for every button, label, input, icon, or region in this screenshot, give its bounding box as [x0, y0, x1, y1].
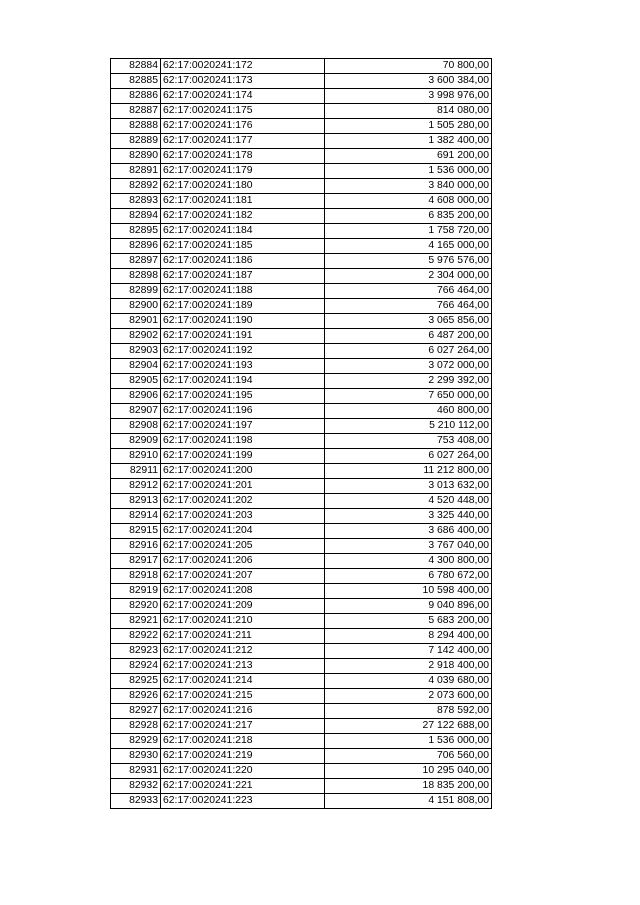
row-number-cell: 82906 [111, 389, 161, 404]
table-row [111, 719, 492, 734]
cadastral-number-cell: 62:17:0020241:188 [161, 284, 325, 299]
cadastral-number-cell: 62:17:0020241:179 [161, 164, 325, 179]
row-number-cell: 82898 [111, 269, 161, 284]
cadastral-value-cell: 3 686 400,00 [325, 524, 492, 539]
table-row [111, 539, 492, 554]
table-row [111, 509, 492, 524]
cadastral-value-cell: 6 027 264,00 [325, 344, 492, 359]
row-number-cell: 82890 [111, 149, 161, 164]
row-number-cell: 82886 [111, 89, 161, 104]
cadastral-number-cell: 62:17:0020241:217 [161, 719, 325, 734]
row-number-cell: 82888 [111, 119, 161, 134]
table-row [111, 149, 492, 164]
row-number-cell: 82903 [111, 344, 161, 359]
cadastral-number-cell: 62:17:0020241:193 [161, 359, 325, 374]
table-row [111, 74, 492, 89]
cadastral-number-cell: 62:17:0020241:177 [161, 134, 325, 149]
cadastral-value-cell: 7 650 000,00 [325, 389, 492, 404]
row-number-cell: 82896 [111, 239, 161, 254]
row-number-cell: 82914 [111, 509, 161, 524]
row-number-cell: 82924 [111, 659, 161, 674]
cadastral-number-cell: 62:17:0020241:210 [161, 614, 325, 629]
cadastral-value-cell: 27 122 688,00 [325, 719, 492, 734]
cadastral-value-cell: 2 304 000,00 [325, 269, 492, 284]
cadastral-value-cell: 4 165 000,00 [325, 239, 492, 254]
table-row [111, 494, 492, 509]
cadastral-number-cell: 62:17:0020241:203 [161, 509, 325, 524]
row-number-cell: 82913 [111, 494, 161, 509]
cadastral-number-cell: 62:17:0020241:216 [161, 704, 325, 719]
cadastral-number-cell: 62:17:0020241:207 [161, 569, 325, 584]
row-number-cell: 82911 [111, 464, 161, 479]
cadastral-number-cell: 62:17:0020241:215 [161, 689, 325, 704]
table-row [111, 164, 492, 179]
table-row [111, 434, 492, 449]
cadastral-number-cell: 62:17:0020241:180 [161, 179, 325, 194]
cadastral-number-cell: 62:17:0020241:201 [161, 479, 325, 494]
table-row [111, 284, 492, 299]
row-number-cell: 82901 [111, 314, 161, 329]
row-number-cell: 82910 [111, 449, 161, 464]
row-number-cell: 82893 [111, 194, 161, 209]
cadastral-value-cell: 4 608 000,00 [325, 194, 492, 209]
cadastral-number-cell: 62:17:0020241:220 [161, 764, 325, 779]
table-row [111, 134, 492, 149]
cadastral-value-cell: 3 600 384,00 [325, 74, 492, 89]
cadastral-number-cell: 62:17:0020241:200 [161, 464, 325, 479]
cadastral-number-cell: 62:17:0020241:175 [161, 104, 325, 119]
row-number-cell: 82930 [111, 749, 161, 764]
table-row [111, 749, 492, 764]
table-row [111, 179, 492, 194]
table-row [111, 254, 492, 269]
table-row [111, 779, 492, 794]
table-row [111, 194, 492, 209]
cadastral-number-cell: 62:17:0020241:198 [161, 434, 325, 449]
row-number-cell: 82919 [111, 584, 161, 599]
cadastral-number-cell: 62:17:0020241:185 [161, 239, 325, 254]
row-number-cell: 82929 [111, 734, 161, 749]
cadastral-number-cell: 62:17:0020241:206 [161, 554, 325, 569]
cadastral-value-cell: 4 151 808,00 [325, 794, 492, 809]
table-row [111, 119, 492, 134]
row-number-cell: 82908 [111, 419, 161, 434]
cadastral-value-cell: 753 408,00 [325, 434, 492, 449]
table-row [111, 554, 492, 569]
row-number-cell: 82925 [111, 674, 161, 689]
cadastral-number-cell: 62:17:0020241:196 [161, 404, 325, 419]
row-number-cell: 82933 [111, 794, 161, 809]
cadastral-number-cell: 62:17:0020241:219 [161, 749, 325, 764]
row-number-cell: 82912 [111, 479, 161, 494]
cadastral-number-cell: 62:17:0020241:192 [161, 344, 325, 359]
table-row [111, 794, 492, 809]
row-number-cell: 82921 [111, 614, 161, 629]
row-number-cell: 82917 [111, 554, 161, 569]
table-row [111, 629, 492, 644]
table-row [111, 209, 492, 224]
cadastral-number-cell: 62:17:0020241:221 [161, 779, 325, 794]
row-number-cell: 82891 [111, 164, 161, 179]
cadastral-number-cell: 62:17:0020241:211 [161, 629, 325, 644]
cadastral-value-cell: 460 800,00 [325, 404, 492, 419]
cadastral-value-cell: 6 780 672,00 [325, 569, 492, 584]
cadastral-value-cell: 3 013 632,00 [325, 479, 492, 494]
cadastral-number-cell: 62:17:0020241:197 [161, 419, 325, 434]
cadastral-value-cell: 3 325 440,00 [325, 509, 492, 524]
table-row [111, 524, 492, 539]
cadastral-number-cell: 62:17:0020241:208 [161, 584, 325, 599]
table-row [111, 329, 492, 344]
row-number-cell: 82894 [111, 209, 161, 224]
cadastral-value-cell: 2 073 600,00 [325, 689, 492, 704]
table-row [111, 344, 492, 359]
table-row [111, 224, 492, 239]
cadastral-number-cell: 62:17:0020241:214 [161, 674, 325, 689]
cadastral-number-cell: 62:17:0020241:189 [161, 299, 325, 314]
table-row [111, 689, 492, 704]
cadastral-number-cell: 62:17:0020241:186 [161, 254, 325, 269]
cadastral-number-cell: 62:17:0020241:190 [161, 314, 325, 329]
row-number-cell: 82900 [111, 299, 161, 314]
table-body [111, 59, 492, 809]
cadastral-value-cell: 814 080,00 [325, 104, 492, 119]
cadastral-number-cell: 62:17:0020241:191 [161, 329, 325, 344]
row-number-cell: 82915 [111, 524, 161, 539]
cadastral-value-cell: 1 536 000,00 [325, 164, 492, 179]
cadastral-value-cell: 1 536 000,00 [325, 734, 492, 749]
table-row [111, 299, 492, 314]
table-row [111, 764, 492, 779]
cadastral-value-table [110, 58, 492, 809]
cadastral-value-cell: 4 039 680,00 [325, 674, 492, 689]
cadastral-number-cell: 62:17:0020241:212 [161, 644, 325, 659]
cadastral-value-cell: 9 040 896,00 [325, 599, 492, 614]
cadastral-value-cell: 691 200,00 [325, 149, 492, 164]
table-row [111, 704, 492, 719]
cadastral-value-cell: 1 758 720,00 [325, 224, 492, 239]
row-number-cell: 82892 [111, 179, 161, 194]
cadastral-value-cell: 706 560,00 [325, 749, 492, 764]
table-row [111, 89, 492, 104]
table-row [111, 584, 492, 599]
cadastral-value-cell: 2 299 392,00 [325, 374, 492, 389]
row-number-cell: 82889 [111, 134, 161, 149]
cadastral-number-cell: 62:17:0020241:194 [161, 374, 325, 389]
row-number-cell: 82927 [111, 704, 161, 719]
cadastral-value-cell: 70 800,00 [325, 59, 492, 74]
table-row [111, 569, 492, 584]
row-number-cell: 82920 [111, 599, 161, 614]
cadastral-value-cell: 8 294 400,00 [325, 629, 492, 644]
row-number-cell: 82904 [111, 359, 161, 374]
table-row [111, 464, 492, 479]
row-number-cell: 82884 [111, 59, 161, 74]
cadastral-number-cell: 62:17:0020241:209 [161, 599, 325, 614]
cadastral-number-cell: 62:17:0020241:173 [161, 74, 325, 89]
cadastral-number-cell: 62:17:0020241:202 [161, 494, 325, 509]
row-number-cell: 82905 [111, 374, 161, 389]
cadastral-number-cell: 62:17:0020241:172 [161, 59, 325, 74]
table-row [111, 644, 492, 659]
table-row [111, 59, 492, 74]
row-number-cell: 82885 [111, 74, 161, 89]
table-row [111, 479, 492, 494]
table-row [111, 269, 492, 284]
cadastral-value-cell: 10 598 400,00 [325, 584, 492, 599]
cadastral-value-cell: 4 300 800,00 [325, 554, 492, 569]
row-number-cell: 82932 [111, 779, 161, 794]
cadastral-value-cell: 18 835 200,00 [325, 779, 492, 794]
row-number-cell: 82928 [111, 719, 161, 734]
table-row [111, 314, 492, 329]
cadastral-value-cell: 1 505 280,00 [325, 119, 492, 134]
cadastral-value-cell: 6 835 200,00 [325, 209, 492, 224]
cadastral-value-cell: 7 142 400,00 [325, 644, 492, 659]
cadastral-value-cell: 4 520 448,00 [325, 494, 492, 509]
cadastral-value-cell: 766 464,00 [325, 299, 492, 314]
table-row [111, 404, 492, 419]
row-number-cell: 82902 [111, 329, 161, 344]
cadastral-value-cell: 11 212 800,00 [325, 464, 492, 479]
cadastral-value-cell: 6 027 264,00 [325, 449, 492, 464]
table-row [111, 239, 492, 254]
cadastral-value-cell: 1 382 400,00 [325, 134, 492, 149]
cadastral-value-cell: 6 487 200,00 [325, 329, 492, 344]
table-row [111, 674, 492, 689]
cadastral-value-cell: 10 295 040,00 [325, 764, 492, 779]
row-number-cell: 82897 [111, 254, 161, 269]
cadastral-value-cell: 3 840 000,00 [325, 179, 492, 194]
cadastral-value-cell: 3 072 000,00 [325, 359, 492, 374]
table-row [111, 374, 492, 389]
table-row [111, 614, 492, 629]
table-row [111, 359, 492, 374]
row-number-cell: 82895 [111, 224, 161, 239]
cadastral-value-cell: 3 767 040,00 [325, 539, 492, 554]
cadastral-number-cell: 62:17:0020241:178 [161, 149, 325, 164]
cadastral-value-cell: 3 065 856,00 [325, 314, 492, 329]
cadastral-value-cell: 3 998 976,00 [325, 89, 492, 104]
cadastral-value-cell: 766 464,00 [325, 284, 492, 299]
row-number-cell: 82899 [111, 284, 161, 299]
cadastral-number-cell: 62:17:0020241:184 [161, 224, 325, 239]
cadastral-value-cell: 878 592,00 [325, 704, 492, 719]
row-number-cell: 82887 [111, 104, 161, 119]
row-number-cell: 82931 [111, 764, 161, 779]
cadastral-number-cell: 62:17:0020241:181 [161, 194, 325, 209]
cadastral-value-cell: 5 976 576,00 [325, 254, 492, 269]
cadastral-value-cell: 5 683 200,00 [325, 614, 492, 629]
cadastral-number-cell: 62:17:0020241:205 [161, 539, 325, 554]
cadastral-number-cell: 62:17:0020241:223 [161, 794, 325, 809]
cadastral-number-cell: 62:17:0020241:195 [161, 389, 325, 404]
table-row [111, 419, 492, 434]
cadastral-value-cell: 5 210 112,00 [325, 419, 492, 434]
table-row [111, 449, 492, 464]
table-row [111, 659, 492, 674]
table-row [111, 104, 492, 119]
cadastral-number-cell: 62:17:0020241:199 [161, 449, 325, 464]
table-row [111, 734, 492, 749]
row-number-cell: 82909 [111, 434, 161, 449]
row-number-cell: 82926 [111, 689, 161, 704]
row-number-cell: 82907 [111, 404, 161, 419]
cadastral-number-cell: 62:17:0020241:182 [161, 209, 325, 224]
row-number-cell: 82918 [111, 569, 161, 584]
cadastral-number-cell: 62:17:0020241:187 [161, 269, 325, 284]
table-row [111, 599, 492, 614]
cadastral-number-cell: 62:17:0020241:204 [161, 524, 325, 539]
cadastral-value-cell: 2 918 400,00 [325, 659, 492, 674]
row-number-cell: 82916 [111, 539, 161, 554]
cadastral-number-cell: 62:17:0020241:174 [161, 89, 325, 104]
table-row [111, 389, 492, 404]
row-number-cell: 82922 [111, 629, 161, 644]
cadastral-number-cell: 62:17:0020241:176 [161, 119, 325, 134]
cadastral-number-cell: 62:17:0020241:218 [161, 734, 325, 749]
cadastral-number-cell: 62:17:0020241:213 [161, 659, 325, 674]
row-number-cell: 82923 [111, 644, 161, 659]
